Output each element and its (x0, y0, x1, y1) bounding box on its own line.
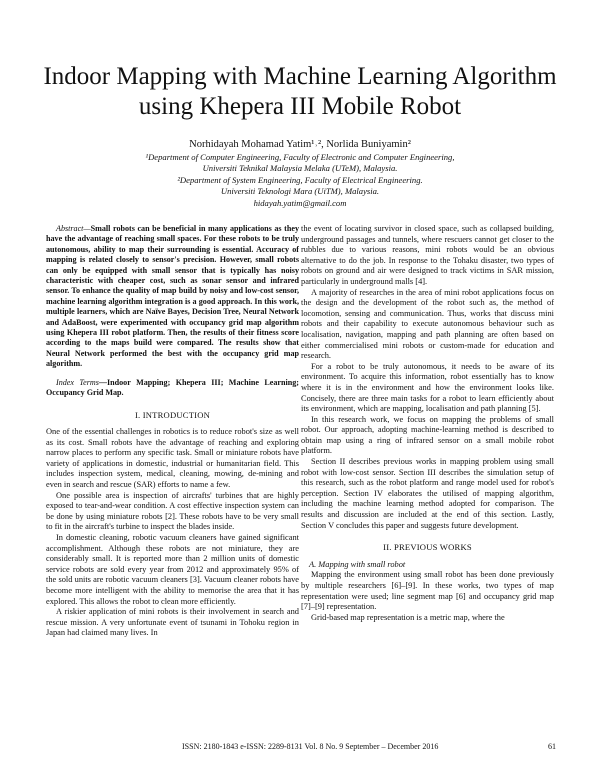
body-paragraph: Grid-based map representation is a metric map, where the (311, 612, 505, 622)
body-paragraph: One of the essential challenges in robotics is to reduce robot's size as well as its cost. Small robots have the advantage of reaching and exploring narrow places to perform any specific task. Small or miniature robots have variety of applications in domestic, industrial or humanitarian field. This includes inspection system, medical, cleaning, mowing, de-mining and even in search and rescue (SAR) efforts to name a few. (46, 427, 299, 490)
title-line-2: using Khepera III Mobile Robot (138, 93, 462, 120)
section-heading-previous-works: II. PREVIOUS WORKS (383, 542, 472, 553)
index-terms-text: —Indoor Mapping; Khepera III; Machine Learning; Occupancy Grid Map. (46, 377, 299, 398)
body-paragraph: For a robot to be truly autonomous, it needs to be aware of its environment. To acquire this information, robot essentially has to know where it is in the environment and how the environment looks like. Concisely, there are three main tasks for a robot to learn efficiently about its environment, which are mapping, localisation and path planning [5]. (301, 361, 554, 414)
section-heading-introduction: I. INTRODUCTION (134, 409, 211, 420)
body-paragraph: In domestic cleaning, robotic vacuum cleaners have gained significant accomplishment. Although these robots are not miniature, they are considerably small. It is reported more than 2 million units of domestic service robots are sold every year from 2012 and approximately 95% of the sold units are robotic vacuum cleaners [3]. Vacuum cleaner robots have become more intelligent with the ability to memorise the area that it has explored. This allows the robot to clean more efficiently. (46, 533, 299, 606)
index-terms-label: Index Terms (56, 377, 99, 387)
page-number: 61 (548, 742, 556, 751)
journal-info: ISSN: 2180-1843 e-ISSN: 2289-8131 Vol. 8 No. 9 September – December 2016 (182, 742, 439, 751)
body-paragraph: Section II describes previous works in mapping problem using small robot with low-cost sensor. Section III describes the simulation setup of this research, such as the robot platform and range model used for robot's perception. Section IV elaborates the utilised of mapping algorithm, including the machine learning method adopted for comparison. The results and discussion are included at the end of this section. Lastly, Section V concludes this paper and suggests future development. (301, 457, 554, 530)
body-paragraph: One possible area is inspection of aircrafts' turbines that are highly exposed to tear-and-wear condition. A cost effective inspection system can be done by using miniature robots [2]. These robots have to be very small to fit in the aircraft's turbine to inspect the blades inside. (46, 490, 299, 532)
author-email: hidayah.yatim@gmail.com (253, 197, 347, 208)
author-list: Norhidayah Mohamad Yatim¹˒², Norlida Buniyamin² (189, 139, 411, 150)
title-line-1: Indoor Mapping with Machine Learning Algorithm (43, 63, 557, 90)
body-paragraph: A majority of researches in the area of mini robot applications focus on the design and the development of the robot such as, the method of locomotion, sensing and communication. Thus, works that discuss mini robots and their capability to execute autonomous behaviour such as localisation, navigation, mapping and path planning are often based on either commercialised mini robots or custom-made for education and research. (301, 287, 554, 361)
body-paragraph: Mapping the environment using small robot has been done previously by multiple researchers [6]–[9]. In these works, two types of map representation were used; line segment map [6] and occupancy grid map [7]–[9] representation. (301, 570, 554, 612)
affiliation-line: ²Department of System Engineering, Faculty of Electrical Engineering. (177, 174, 423, 185)
affiliations (60, 152, 540, 209)
affiliation-line: ¹Department of Computer Engineering, Faculty of Electronic and Computer Engineering, (145, 152, 455, 162)
affiliation-line: Universiti Teknikal Malaysia Melaka (UTeM), Malaysia. (202, 163, 398, 174)
right-column (301, 224, 554, 623)
body-paragraph: the event of locating survivor in closed space, such as collapsed building, underground passages and tunnels, where rescuers cannot get closer to the rubbles due to various reasons, mini robots would be an obvious alternative to do the job. In response to the Tohaku disaster, two types of robots on ground and air were designed to track victims in SAR mission, particularly in underground malls [4]. (301, 224, 554, 286)
affiliation-line: Universiti Teknologi Mara (UiTM), Malaysia. (220, 186, 380, 197)
body-paragraph: A riskier application of mini robots is their involvement in search and rescue mission. A very unfortunate event of tsunami in Tohoku region in Japan had claimed many lives. In (46, 607, 299, 638)
paper-title (30, 62, 570, 122)
left-column (46, 224, 299, 639)
abstract-text: Small robots can be beneficial in many applications as they have the advantage of reaching small spaces. For these robots to be truly autonomous, ability to map their surrounding is essential. Accuracy of mapping is related closely to sensor's precision. However, small robots can only be equipped with small sensor that is typically has noisy characteristic with cheaper cost, such as sonar sensor and infrared sensor. To enhance the quality of map build by noisy and low-cost sensor, machine learning algorithm integration is a good approach. In this work, multiple learners, which are Naïve Bayes, Decision Tree, Neural Network and AdaBoost, were experimented with occupancy grid map algorithm using Khepera III robot platform. Then, the results of their fitness score according to the maps build were compared. The results show that Neural Network performed the best with the occupancy grid map algorithm. (46, 224, 299, 369)
abstract-label: Abstract— (56, 224, 91, 233)
subsection-heading: A. Mapping with small robot (309, 559, 406, 569)
index-terms (46, 378, 299, 399)
abstract (46, 224, 299, 370)
body-paragraph: In this research work, we focus on mapping the problems of small robot. Our approach, adopting machine-learning method is described to obtain map using a ring of infrared sensor on a small mobile robot platform. (301, 414, 554, 456)
